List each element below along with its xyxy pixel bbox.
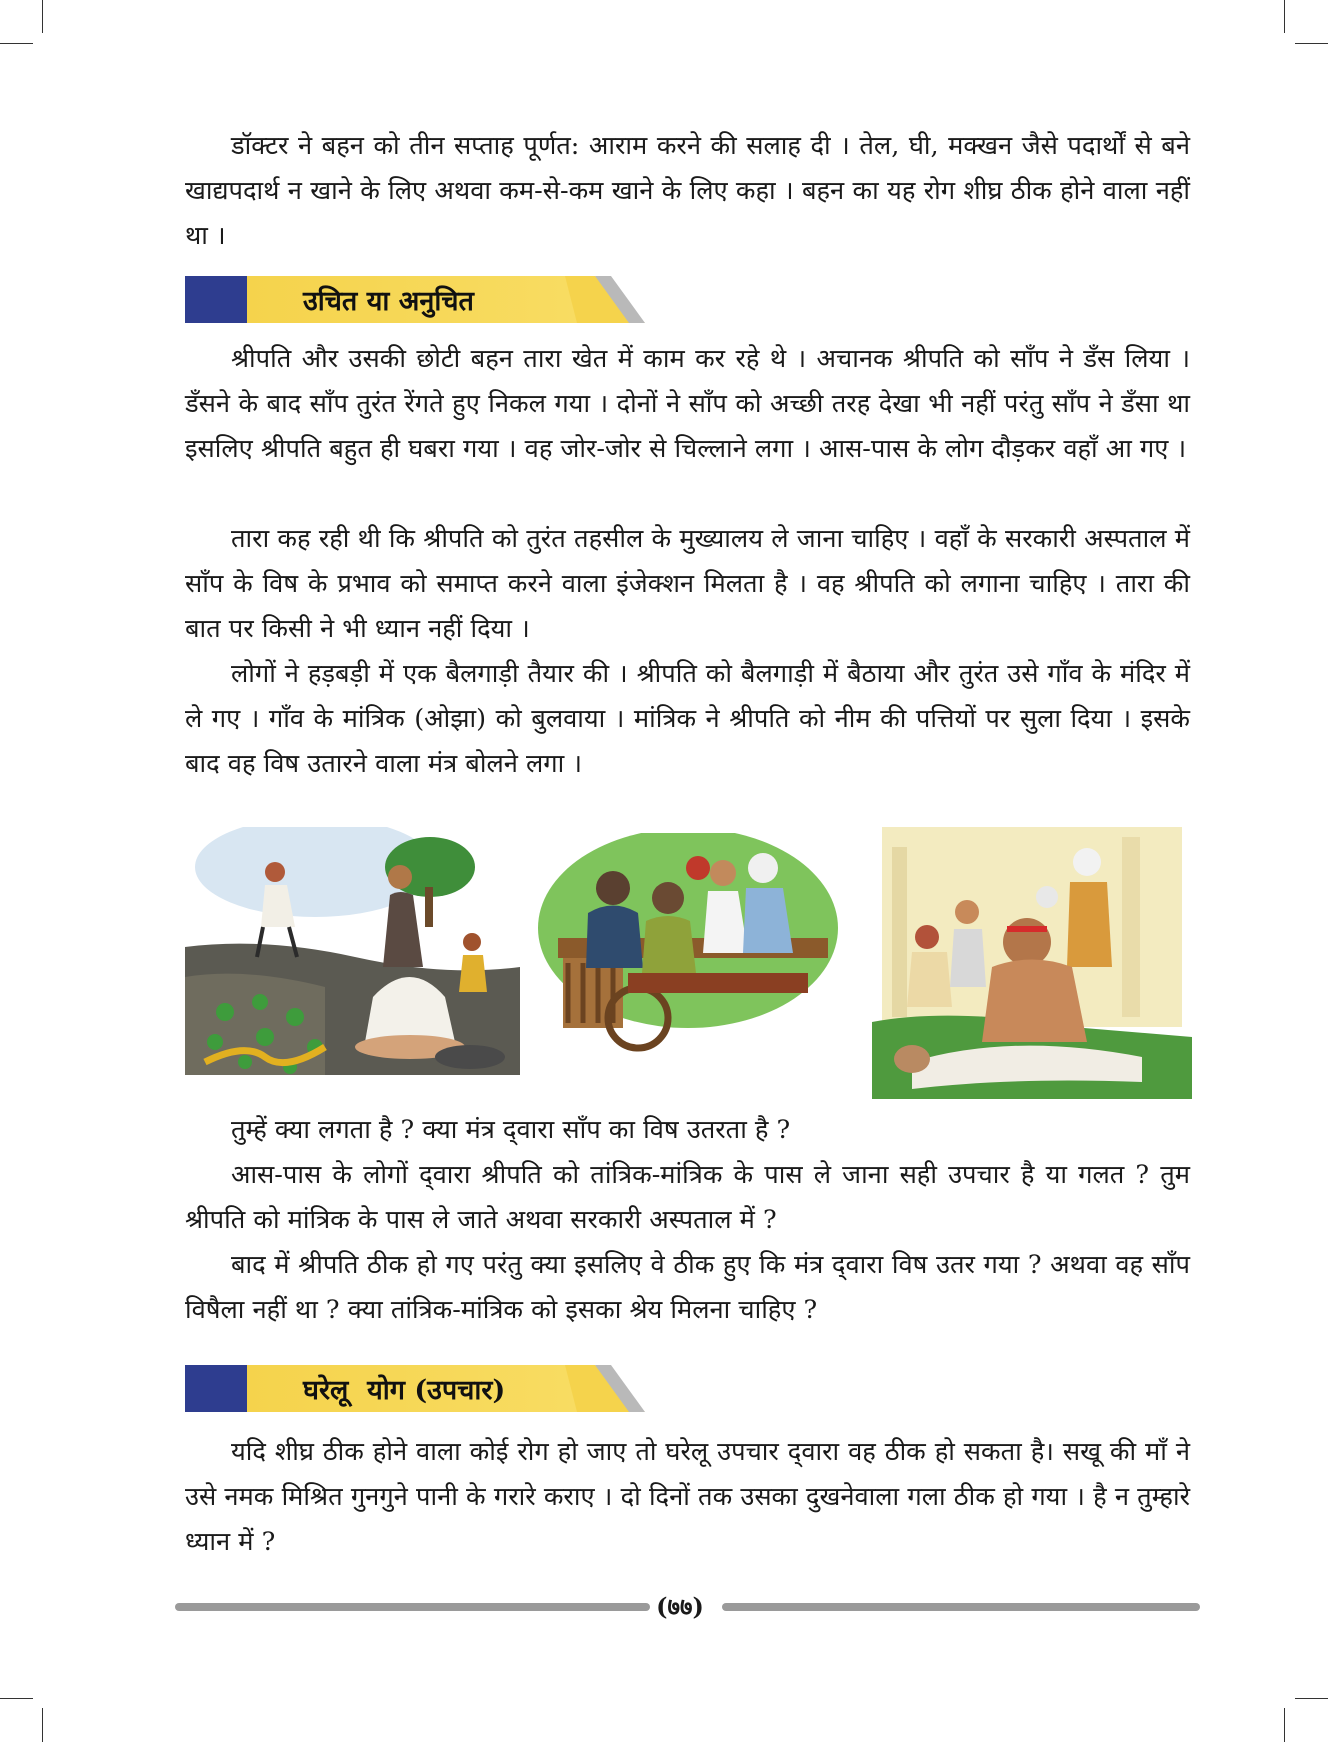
heading-label: घरेलू योग (उपचार) [303, 1375, 506, 1406]
paragraph-tara-advice: तारा कह रही थी कि श्रीपति को तुरंत तहसील के मुख्यालय ले जाना चाहिए । वहाँ के सरकारी अस्पताल में साँप के विष के प्रभाव को समाप्त करने वाला इंजेक्शन मिलता है । वह श्रीपति को लगाना चाहिए । तारा की बात पर किसी ने भी ध्यान नहीं दिया । [185, 524, 1190, 644]
illustration-snake-bite-field [185, 827, 520, 1075]
crop-mark [1284, 0, 1285, 33]
footer-rule-left [175, 1603, 650, 1611]
page-number: (७७) [656, 1592, 704, 1621]
heading-accent-block [185, 1365, 247, 1412]
question-credit: बाद में श्रीपति ठीक हो गए परंतु क्या इसलिए वे ठीक हुए कि मंत्र द्‍वारा विष उतर गया ? अथवा वह साँप विषैला नहीं था ? क्या तांत्रिक-मांत्रिक को इसका श्रेय मिलना चाहिए ? [185, 1250, 1190, 1325]
heading-wedge [565, 1365, 645, 1412]
crop-mark [42, 0, 43, 33]
crop-mark [42, 1708, 43, 1742]
heading-accent-block [185, 276, 247, 323]
paragraph-snake-bite: श्रीपति और उसकी छोटी बहन तारा खेत में काम कर रहे थे । अचानक श्रीपति को साँप ने डँस लिया । डँसने के बाद साँप तुरंत रेंगते हुए निकल गया । दोनों ने साँप को अच्छी तरह देखा भी नहीं परंतु साँप ने डँसा था इसलिए श्रीपति बहुत ही घबरा गया । वह जोर-जोर से चिल्लाने लगा । आस-पास के लोग दौड़कर वहाँ आ गए । [185, 344, 1190, 464]
crop-mark [1295, 43, 1328, 44]
section-heading-home-remedy [185, 1365, 625, 1412]
footer-rule-right [722, 1603, 1200, 1611]
crop-mark [0, 1698, 33, 1699]
paragraph-doctor-advice: डॉक्टर ने बहन को तीन सप्ताह पूर्णत: आराम करने की सलाह दी । तेल, घी, मक्खन जैसे पदार्थों से बने खाद्यपदार्थ न खाने के लिए अथवा कम-से-कम खाने के लिए कहा । बहन का यह रोग शीघ्र ठीक होने वाला नहीं था । [185, 131, 1190, 251]
question-mantra: तुम्हें क्या लगता है ? क्या मंत्र द्‍वारा साँप का विष उतरता है ? [231, 1115, 791, 1145]
crop-mark [0, 43, 33, 44]
heading-label: उचित या अनुचित [303, 286, 474, 317]
paragraph-village-temple: लोगों ने हड़बड़ी में एक बैलगाड़ी तैयार की । श्रीपति को बैलगाड़ी में बैठाया और तुरंत उसे गाँव के मंदिर में ले गए । गाँव के मांत्रिक (ओझा) को बुलवाया । मांत्रिक ने श्रीपति को नीम की पत्तियों पर सुला दिया । इसके बाद वह विष उतारने वाला मंत्र बोलने लगा । [185, 659, 1190, 779]
illustration-tantrik-treatment [872, 827, 1192, 1099]
crop-mark [1295, 1698, 1328, 1699]
heading-wedge [565, 276, 645, 323]
question-right-wrong: आस-पास के लोगों द्‍वारा श्रीपति को तांत्रिक-मांत्रिक के पास ले जाना सही उपचार है या गलत ? तुम श्रीपति को मांत्रिक के पास ले जाते अथवा सरकारी अस्पताल में ? [185, 1160, 1190, 1235]
section-heading-proper-improper [185, 276, 625, 323]
crop-mark [1284, 1708, 1285, 1742]
illustration-bullock-cart [538, 833, 840, 1053]
paragraph-home-remedy: यदि शीघ्र ठीक होने वाला कोई रोग हो जाए तो घरेलू उपचार द्‍वारा वह ठीक हो सकता है। सखू की माँ ने उसे नमक मिश्रित गुनगुने पानी के गरारे कराए । दो दिनों तक उसका दुखनेवाला गला ठीक हो गया । है न तुम्हारे ध्यान में ? [185, 1437, 1190, 1557]
